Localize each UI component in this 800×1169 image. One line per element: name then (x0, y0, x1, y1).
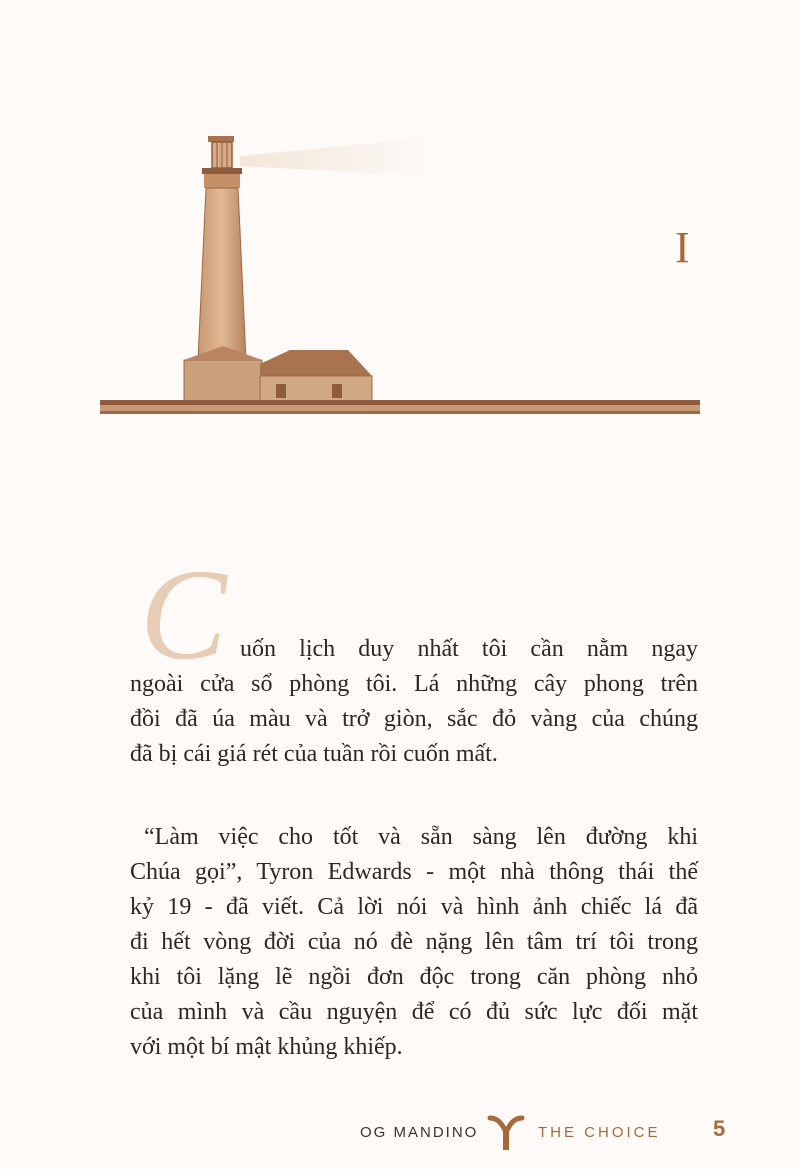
text-line: khi tôi lặng lẽ ngồi đơn độc trong căn phòng nhỏ (130, 964, 698, 990)
paragraph-2 (130, 820, 698, 1065)
text-line: “Làm việc cho tốt và sẵn sàng lên đường khi (144, 824, 698, 850)
text-line: của mình và cầu nguyện để có đủ sức lực đối mặt (130, 999, 698, 1025)
y-logo-icon (486, 1112, 526, 1152)
drop-cap-glyph: C (140, 560, 227, 670)
page-footer (0, 1112, 800, 1152)
lighthouse-illustration (100, 128, 700, 418)
chapter-number: I (675, 223, 690, 272)
text-line: đã bị cái giá rét của tuần rồi cuốn mất. (130, 741, 498, 767)
text-line: đồi đã úa màu và trở giòn, sắc đỏ vàng của chúng (130, 706, 698, 732)
text-line: uốn lịch duy nhất tôi cần nằm ngay (240, 636, 698, 662)
text-line: Chúa gọi”, Tyron Edwards - một nhà thông thái thế (130, 859, 698, 885)
text-line: kỷ 19 - đã viết. Cả lời nói và hình ảnh chiếc lá đã (130, 894, 698, 920)
text-line: với một bí mật khủng khiếp. (130, 1034, 403, 1060)
page-number: 5 (713, 1116, 726, 1141)
footer-author: OG MANDINO (360, 1124, 479, 1141)
text-line: đi hết vòng đời của nó đè nặng lên tâm trí tôi trong (130, 929, 698, 955)
footer-book-title: THE CHOICE (538, 1124, 661, 1141)
text-line: ngoài cửa sổ phòng tôi. Lá những cây phong trên (130, 671, 698, 697)
paragraph-1 (130, 632, 698, 772)
